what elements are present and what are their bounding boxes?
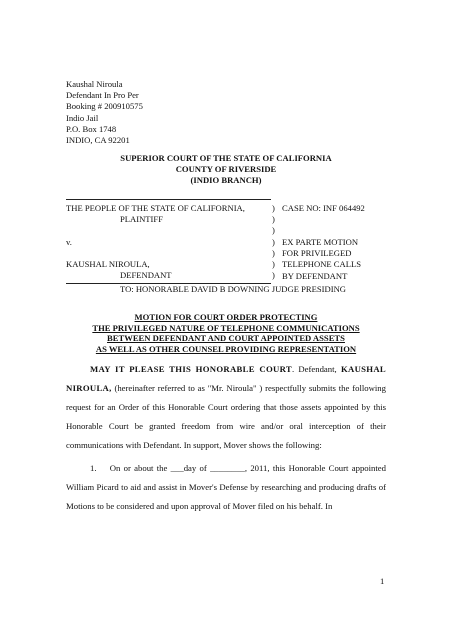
motion-title-line: AS WELL AS OTHER COUNSEL PROVIDING REPRESENTATION <box>95 343 357 354</box>
defendant-name: KAUSHAL NIROULA, <box>66 259 150 269</box>
body-paragraph <box>66 360 386 455</box>
motion-type-line: EX PARTE MOTION <box>282 237 359 247</box>
defendant-name-bold: KAUSHAL NIROULA, <box>66 364 386 393</box>
paren: ) <box>272 203 275 213</box>
plaintiff-name: THE PEOPLE OF THE STATE OF CALIFORNIA, <box>66 203 245 213</box>
case-number: CASE NO: INF 064492 <box>282 203 365 213</box>
motion-type-line: BY DEFENDANT <box>282 270 348 281</box>
defendant-role: DEFENDANT <box>120 270 172 280</box>
header-line: P.O. Box 1748 <box>66 123 117 134</box>
opening-phrase: MAY IT PLEASE THIS HONORABLE COURT <box>90 364 292 374</box>
paragraph-text: (hereinafter referred to as "Mr. Niroula" ) respectfully submits the following request for an Order of this Honorable Court ordering that those assets appointed by this Honorable Court be granted freedom from wire and/or oral interception of their communications with Defendant. In support, Mover shows the following: <box>66 383 386 450</box>
versus: v. <box>66 237 72 247</box>
paren: ) <box>272 270 275 281</box>
item-number: 1. <box>90 463 97 473</box>
item-text: On or about the ___day of ________, 2011, this Honorable Court appointed William Picard to aid and assist in Mover's Defense by researching and producing drafts of Motions to be considered and upon approval of Mover filed on his behalf. In <box>66 463 386 511</box>
header-line: INDIO, CA 92201 <box>66 135 130 146</box>
paren: ) <box>272 225 275 236</box>
paren: ) <box>272 236 275 247</box>
motion-title <box>0 312 452 354</box>
motion-title-line: MOTION FOR COURT ORDER PROTECTING <box>134 312 318 322</box>
opening-rest: . Defendant, <box>291 364 341 374</box>
paren: ) <box>272 247 275 258</box>
paren: ) <box>272 214 275 225</box>
numbered-item <box>66 459 386 516</box>
defendant-address-block <box>66 79 143 146</box>
page-number: 1 <box>380 576 385 586</box>
plaintiff-role: PLAINTIFF <box>120 214 163 224</box>
header-line: Booking # 200910575 <box>66 101 143 112</box>
header-line: Kaushal Niroula <box>66 79 123 89</box>
caption-top-rule <box>66 199 271 200</box>
header-line: Defendant In Pro Per <box>66 90 139 101</box>
motion-title-line: BETWEEN DEFENDANT AND COURT APPOINTED ASSETS <box>107 333 345 343</box>
motion-type-block <box>282 237 361 282</box>
addressee-line: TO: HONORABLE DAVID B DOWNING JUDGE PRESIDING <box>120 284 346 294</box>
court-name: SUPERIOR COURT OF THE STATE OF CALIFORNIA <box>120 153 332 163</box>
paren: ) <box>272 259 275 270</box>
motion-type-line: TELEPHONE CALLS <box>282 259 362 270</box>
court-branch: (INDIO BRANCH) <box>190 175 262 186</box>
header-line: Indio Jail <box>66 112 99 123</box>
court-county: COUNTY OF RIVERSIDE <box>175 164 277 175</box>
caption-parens <box>272 203 275 281</box>
court-heading <box>0 153 452 187</box>
motion-type-line: FOR PRIVILEGED <box>282 248 352 259</box>
motion-title-line: THE PRIVILEGED NATURE OF TELEPHONE COMMUNICATIONS <box>92 322 360 333</box>
